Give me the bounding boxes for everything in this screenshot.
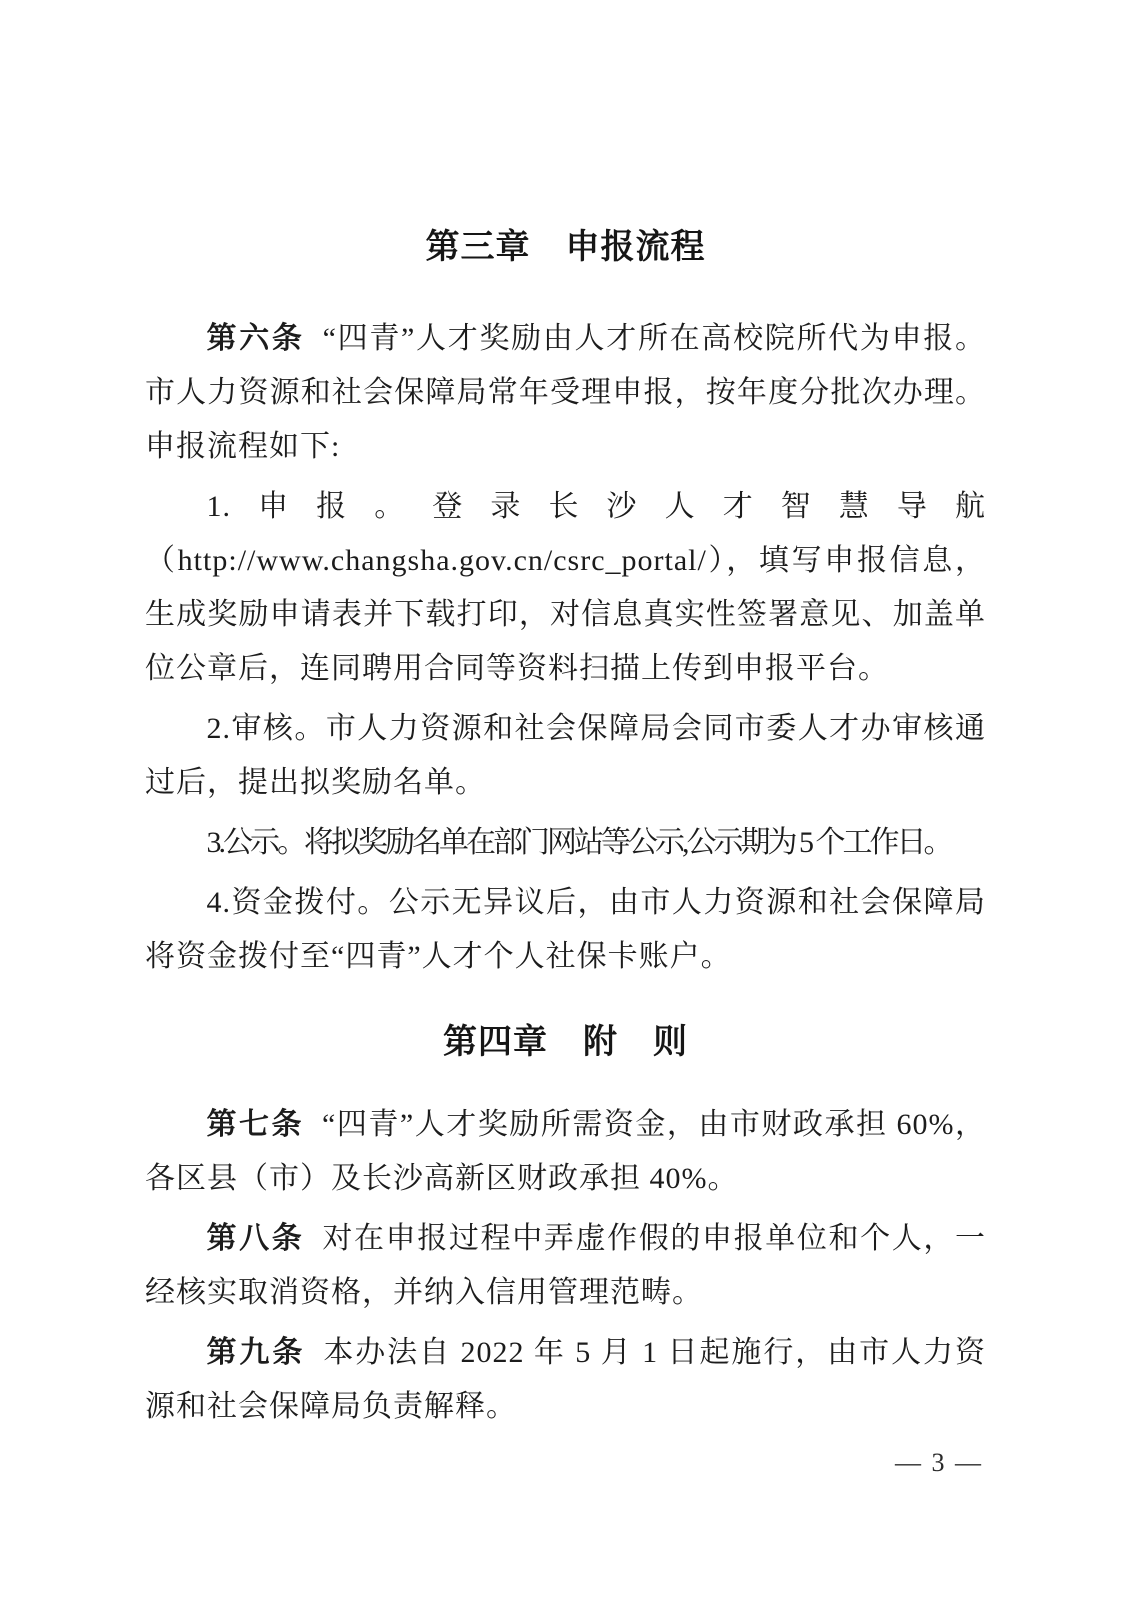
article-8-paragraph	[145, 1212, 986, 1320]
article-6-text: “四青”人才奖励由人才所在高校院所代为申报。市人力资源和社会保障局常年受理申报，按年度分批次办理。申报流程如下:	[145, 322, 986, 463]
step-2-review-paragraph: 2.审核。市人力资源和社会保障局会同市委人才办审核通过后，提出拟奖励名单。	[145, 712, 986, 799]
step-3-publicity-paragraph: 3.公示。将拟奖励名单在部门网站等公示,公示期为 5 个工作日。	[206, 826, 951, 859]
chapter-4-title: 第四章 附 则	[443, 1023, 688, 1061]
document-body	[145, 0, 986, 1440]
article-7-paragraph	[145, 1098, 986, 1206]
article-9-label: 第九条	[206, 1336, 306, 1369]
article-6-paragraph	[145, 312, 986, 474]
article-9-paragraph	[145, 1326, 986, 1434]
step-1-declaration-paragraph: 1.申报。登录长沙人才智慧导航（http://www.changsha.gov.cn/csrc_portal/），填写申报信息，生成奖励申请表并下载打印，对信息真实性签署意见、加盖单位公章后，连同聘用合同等资料扫描上传到申报平台。	[145, 490, 986, 685]
article-6-label: 第六条	[206, 322, 305, 355]
article-8-label: 第八条	[206, 1222, 305, 1255]
chapter-3-title: 第三章 申报流程	[425, 228, 706, 266]
article-9-text: 本办法自 2022 年 5 月 1 日起施行，由市人力资源和社会保障局负责解释。	[145, 1336, 986, 1423]
step-4-fund-allocation-paragraph: 4.资金拨付。公示无异议后，由市人力资源和社会保障局将资金拨付至“四青”人才个人社保卡账户。	[145, 886, 986, 973]
article-7-label: 第七条	[206, 1108, 305, 1141]
article-7-text: “四青”人才奖励所需资金，由市财政承担 60%，各区县（市）及长沙高新区财政承担 40%。	[145, 1108, 986, 1195]
page-number: — 3 —	[895, 1448, 983, 1477]
article-8-text: 对在申报过程中弄虚作假的申报单位和个人，一经核实取消资格，并纳入信用管理范畴。	[145, 1222, 987, 1309]
